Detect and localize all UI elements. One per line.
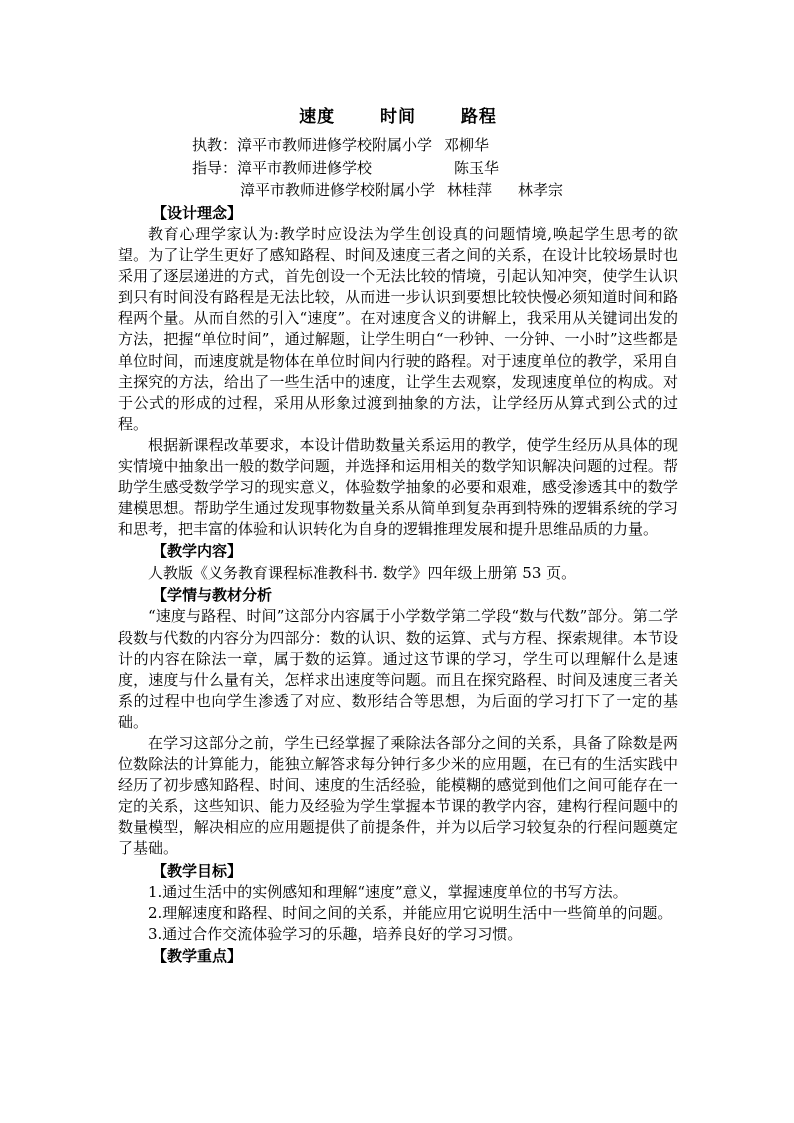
document-page	[118, 100, 678, 968]
goal-item: 1.通过生活中的实例感知和理解“速度”意义，掌握速度单位的书写方法。	[148, 883, 628, 902]
credit-name: 林桂萍	[447, 181, 493, 199]
document-title: 速度 时间 路程	[299, 107, 497, 127]
paragraph: 教育心理学家认为:教学时应设法为学生创设真的问题情境,唤起学生思考的欲望。为了让学生更好了感知路程、时间及速度三者之间的关系，在设计比较场景时也采用了逐层递进的方式，首先创设一个无法比较的情境，引起认知冲突，使学生认识到只有时间没有路程是无法比较，从而进一步认识到要想比较快慢必须知道时间和路程两个量。从而自然的引入“速度”。在对速度含义的讲解上，我采用从关键词出发的方法，把握“单位时间”，通过解题，让学生明白“一秒钟、一分钟、一小时”这些都是单位时间，而速度就是物体在单位时间内行驶的路程。对于速度单位的教学，采用自主探究的方法，给出了一些生活中的速度，让学生去观察，发现速度单位的构成。对于公式的形成的过程，采用从形象过渡到抽象的方法，让学经历从算式到公式的过程。	[118, 225, 678, 433]
goal-item: 3.通过合作交流体验学习的乐趣，培养良好的学习习惯。	[148, 925, 523, 944]
section-heading-key: 【教学重点】	[152, 947, 243, 966]
paragraph: 根据新课程改革要求，本设计借助数量关系运用的教学，使学生经历从具体的现实情境中抽象出一般的数学问题，并选择和运用相关的数学知识解决问题的过程。帮助学生感受数学学习的现实意义，体验数学抽象的必要和艰难，感受渗透其中的数学建模思想。帮助学生通过发现事物数量关系从简单到复杂再到特殊的逻辑系统的学习和思考，把丰富的体验和认识转化为自身的逻辑推理发展和提升思维品质的力量。	[118, 435, 678, 539]
paragraph: 人教版《义务教育课程标准教科书. 数学》四年级上册第 53 页。	[148, 563, 577, 582]
goal-item: 2.理解速度和路程、时间之间的关系，并能应用它说明生活中一些简单的问题。	[148, 904, 673, 923]
credit-line-advisor	[118, 157, 678, 180]
credits-block	[118, 134, 678, 202]
credit-label-advisor: 指导：	[192, 158, 238, 177]
credit-name: 林孝宗	[518, 181, 564, 199]
credit-school: 漳平市教师进修学校	[237, 158, 373, 177]
section-heading-analysis: 【学情与教材分析	[152, 585, 273, 604]
section-heading-design: 【设计理念】	[152, 203, 243, 222]
credit-label-teacher: 执教：	[192, 136, 238, 154]
section-heading-goals: 【教学目标】	[152, 861, 243, 880]
credit-line-teacher	[118, 134, 678, 157]
paragraph: 在学习这部分之前，学生已经掌握了乘除法各部分之间的关系，具备了除数是两位数除法的计算能力，能独立解答求每分钟行多少米的应用题，在已有的生活实践中经历了初步感知路程、时间、速度的生活经验，能模糊的感觉到他们之间可能存在一定的关系，这些知识、能力及经验为学生掌握本节课的教学内容，建构行程问题中的数量模型，解决相应的应用题提供了前提条件，并为以后学习较复杂的行程问题奠定了基础。	[118, 733, 678, 858]
section-heading-content: 【教学内容】	[152, 542, 243, 561]
credit-school: 漳平市教师进修学校附属小学	[240, 181, 436, 199]
credit-name: 陈玉华	[454, 158, 500, 177]
paragraph: “速度与路程、时间”这部分内容属于小学数学第二学段“数与代数”部分。第二学段数与代数的内容分为四部分：数的认识、数的运算、式与方程、探索规律。本节设计的内容在除法一章，属于数的运算。通过这节课的学习，学生可以理解什么是速度，速度与什么量有关，怎样求出速度等问题。而且在探究路程、时间及速度三者关系的过程中也向学生渗透了对应、数形结合等思想，为后面的学习打下了一定的基础。	[118, 607, 678, 731]
credit-line-advisor-2	[118, 179, 678, 202]
credit-name: 邓柳华	[444, 136, 490, 154]
credit-school: 漳平市教师进修学校附属小学	[237, 136, 433, 154]
